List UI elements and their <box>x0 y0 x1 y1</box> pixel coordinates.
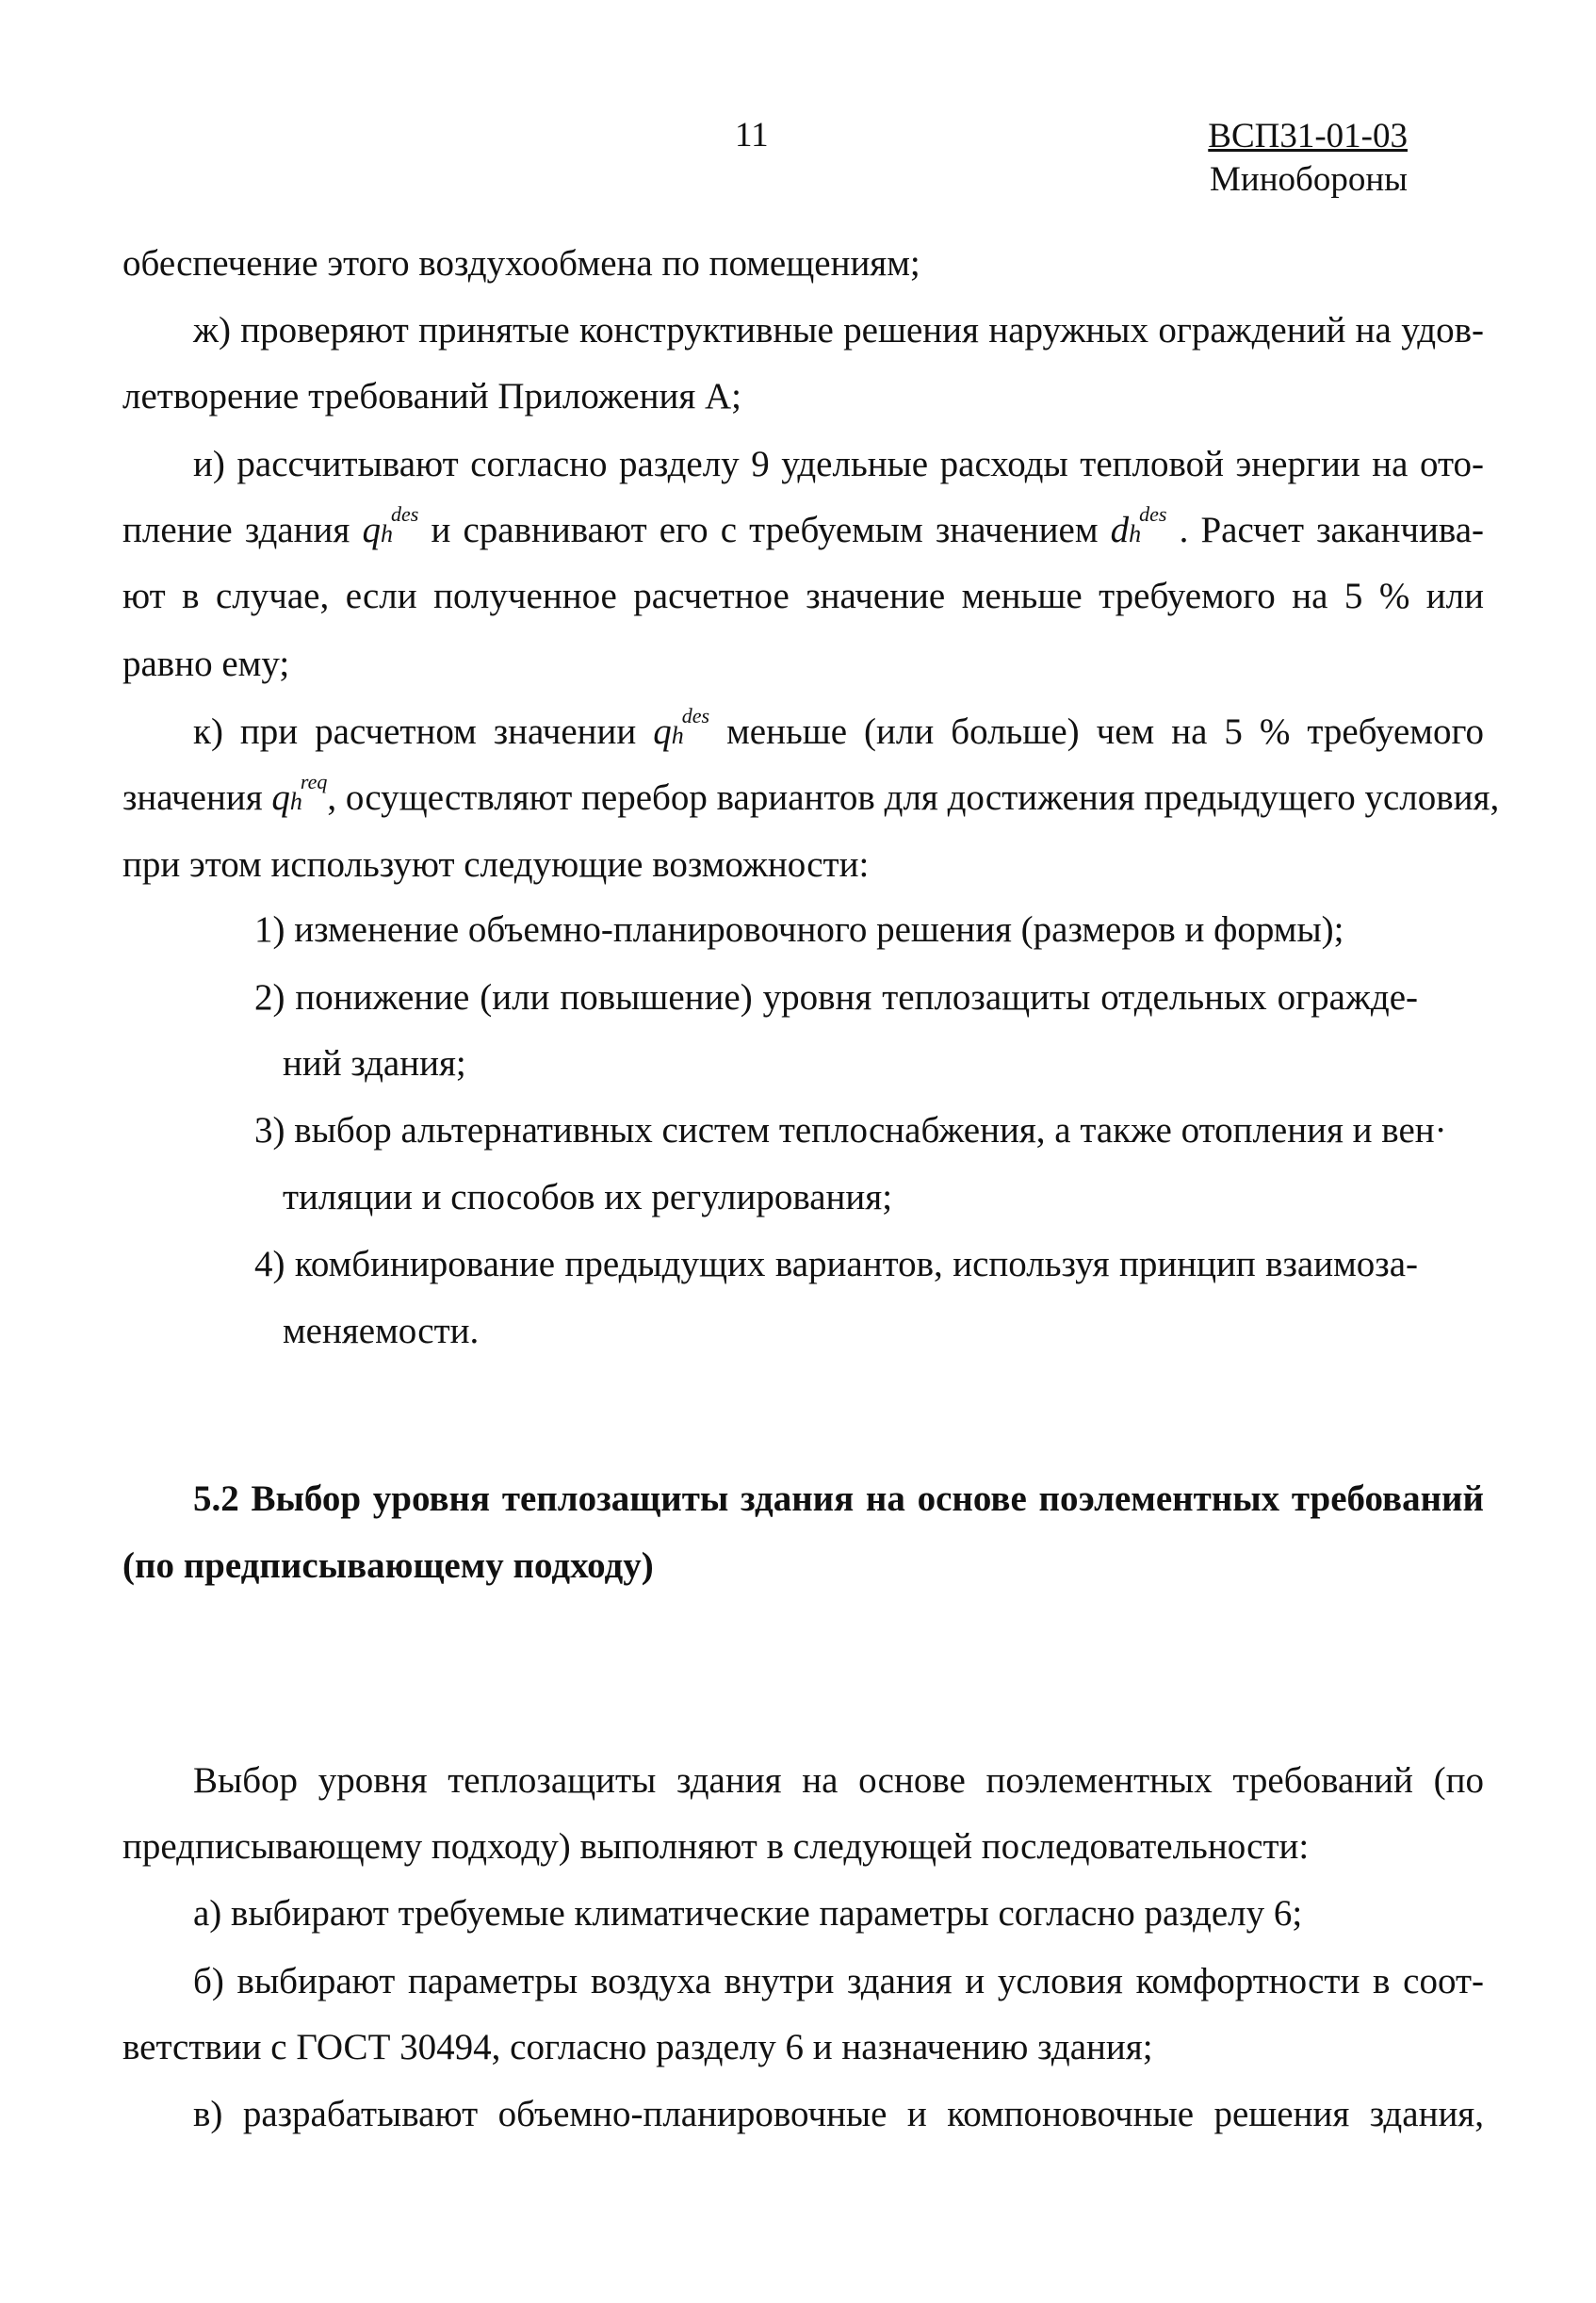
list-item: 3) выбор альтернативных систем теплоснабжения, а также отопления и вен· <box>254 1110 1447 1151</box>
page-number: 11 <box>735 116 769 155</box>
text-line-with-formula: к) при расчетном значении $qh^{des}$ меньше (или больше) чем на 5 % требуемого <box>193 704 1485 752</box>
text-line: а) выбирают требуемые климатические параметры согласно разделу 6; <box>193 1893 1303 1934</box>
list-item: тиляции и способов их регулирования; <box>283 1177 893 1217</box>
text-line-with-formula: пление здания $qh^{des}$ и сравнивают его с требуемым значением $dh^{des}$ . Расчет заканчива- <box>122 502 1485 550</box>
text-line: предписывающему подходу) выполняют в следующей последовательности: <box>122 1826 1310 1867</box>
formula-q-h-req: $qh^{req}$ <box>271 770 328 818</box>
formula-q-h-des: $qh^{des}$ <box>653 704 710 752</box>
text-line: ж) проверяют принятые конструктивные решения наружных ограждений на удов- <box>193 310 1484 351</box>
text-line: ветствии с ГОСТ 30494, согласно разделу 6 и назначению здания; <box>122 2027 1153 2067</box>
text-line: равно ему; <box>122 644 290 684</box>
list-item: меняемости. <box>283 1311 480 1351</box>
list-item: 1) изменение объемно-планировочного решения (размеров и формы); <box>254 909 1344 950</box>
text-line: и) рассчитывают согласно разделу 9 удельные расходы тепловой энергии на ото- <box>193 444 1484 484</box>
document-code <box>1208 115 1408 202</box>
list-item: ний здания; <box>283 1043 466 1084</box>
formula-q-h-des: $qh^{des}$ <box>362 502 419 550</box>
doc-org: Минобороны <box>1210 160 1408 199</box>
text-line: в) разрабатывают объемно-планировочные и компоновочные решения здания, <box>193 2094 1484 2134</box>
text-line: Выбор уровня теплозащиты здания на основе поэлементных требований (по <box>193 1760 1484 1801</box>
section-heading: 5.2 Выбор уровня теплозащиты здания на основе поэлементных требований <box>193 1478 1484 1519</box>
section-heading: (по предписывающему подходу) <box>122 1545 654 1586</box>
text-line: б) выбирают параметры воздуха внутри здания и условия комфортности в соот- <box>193 1961 1484 2001</box>
formula-d-h-des: $dh^{des}$ <box>1110 502 1167 550</box>
text-line: летворение требований Приложения А; <box>122 376 742 416</box>
list-item: 2) понижение (или повышение) уровня теплозащиты отдельных огражде- <box>254 977 1418 1018</box>
text-line-with-formula: значения $qh^{req}$, осуществляют перебор вариантов для достижения предыдущего условия, <box>122 770 1500 818</box>
list-item: 4) комбинирование предыдущих вариантов, используя принцип взаимоза- <box>254 1244 1418 1284</box>
text-line: при этом используют следующие возможности: <box>122 844 870 885</box>
text-line: ют в случае, если полученное расчетное значение меньше требуемого на 5 % или <box>122 576 1484 616</box>
text-line: обеспечение этого воздухообмена по помещениям; <box>122 243 920 284</box>
doc-code: ВСП31-01-03 <box>1208 117 1408 155</box>
